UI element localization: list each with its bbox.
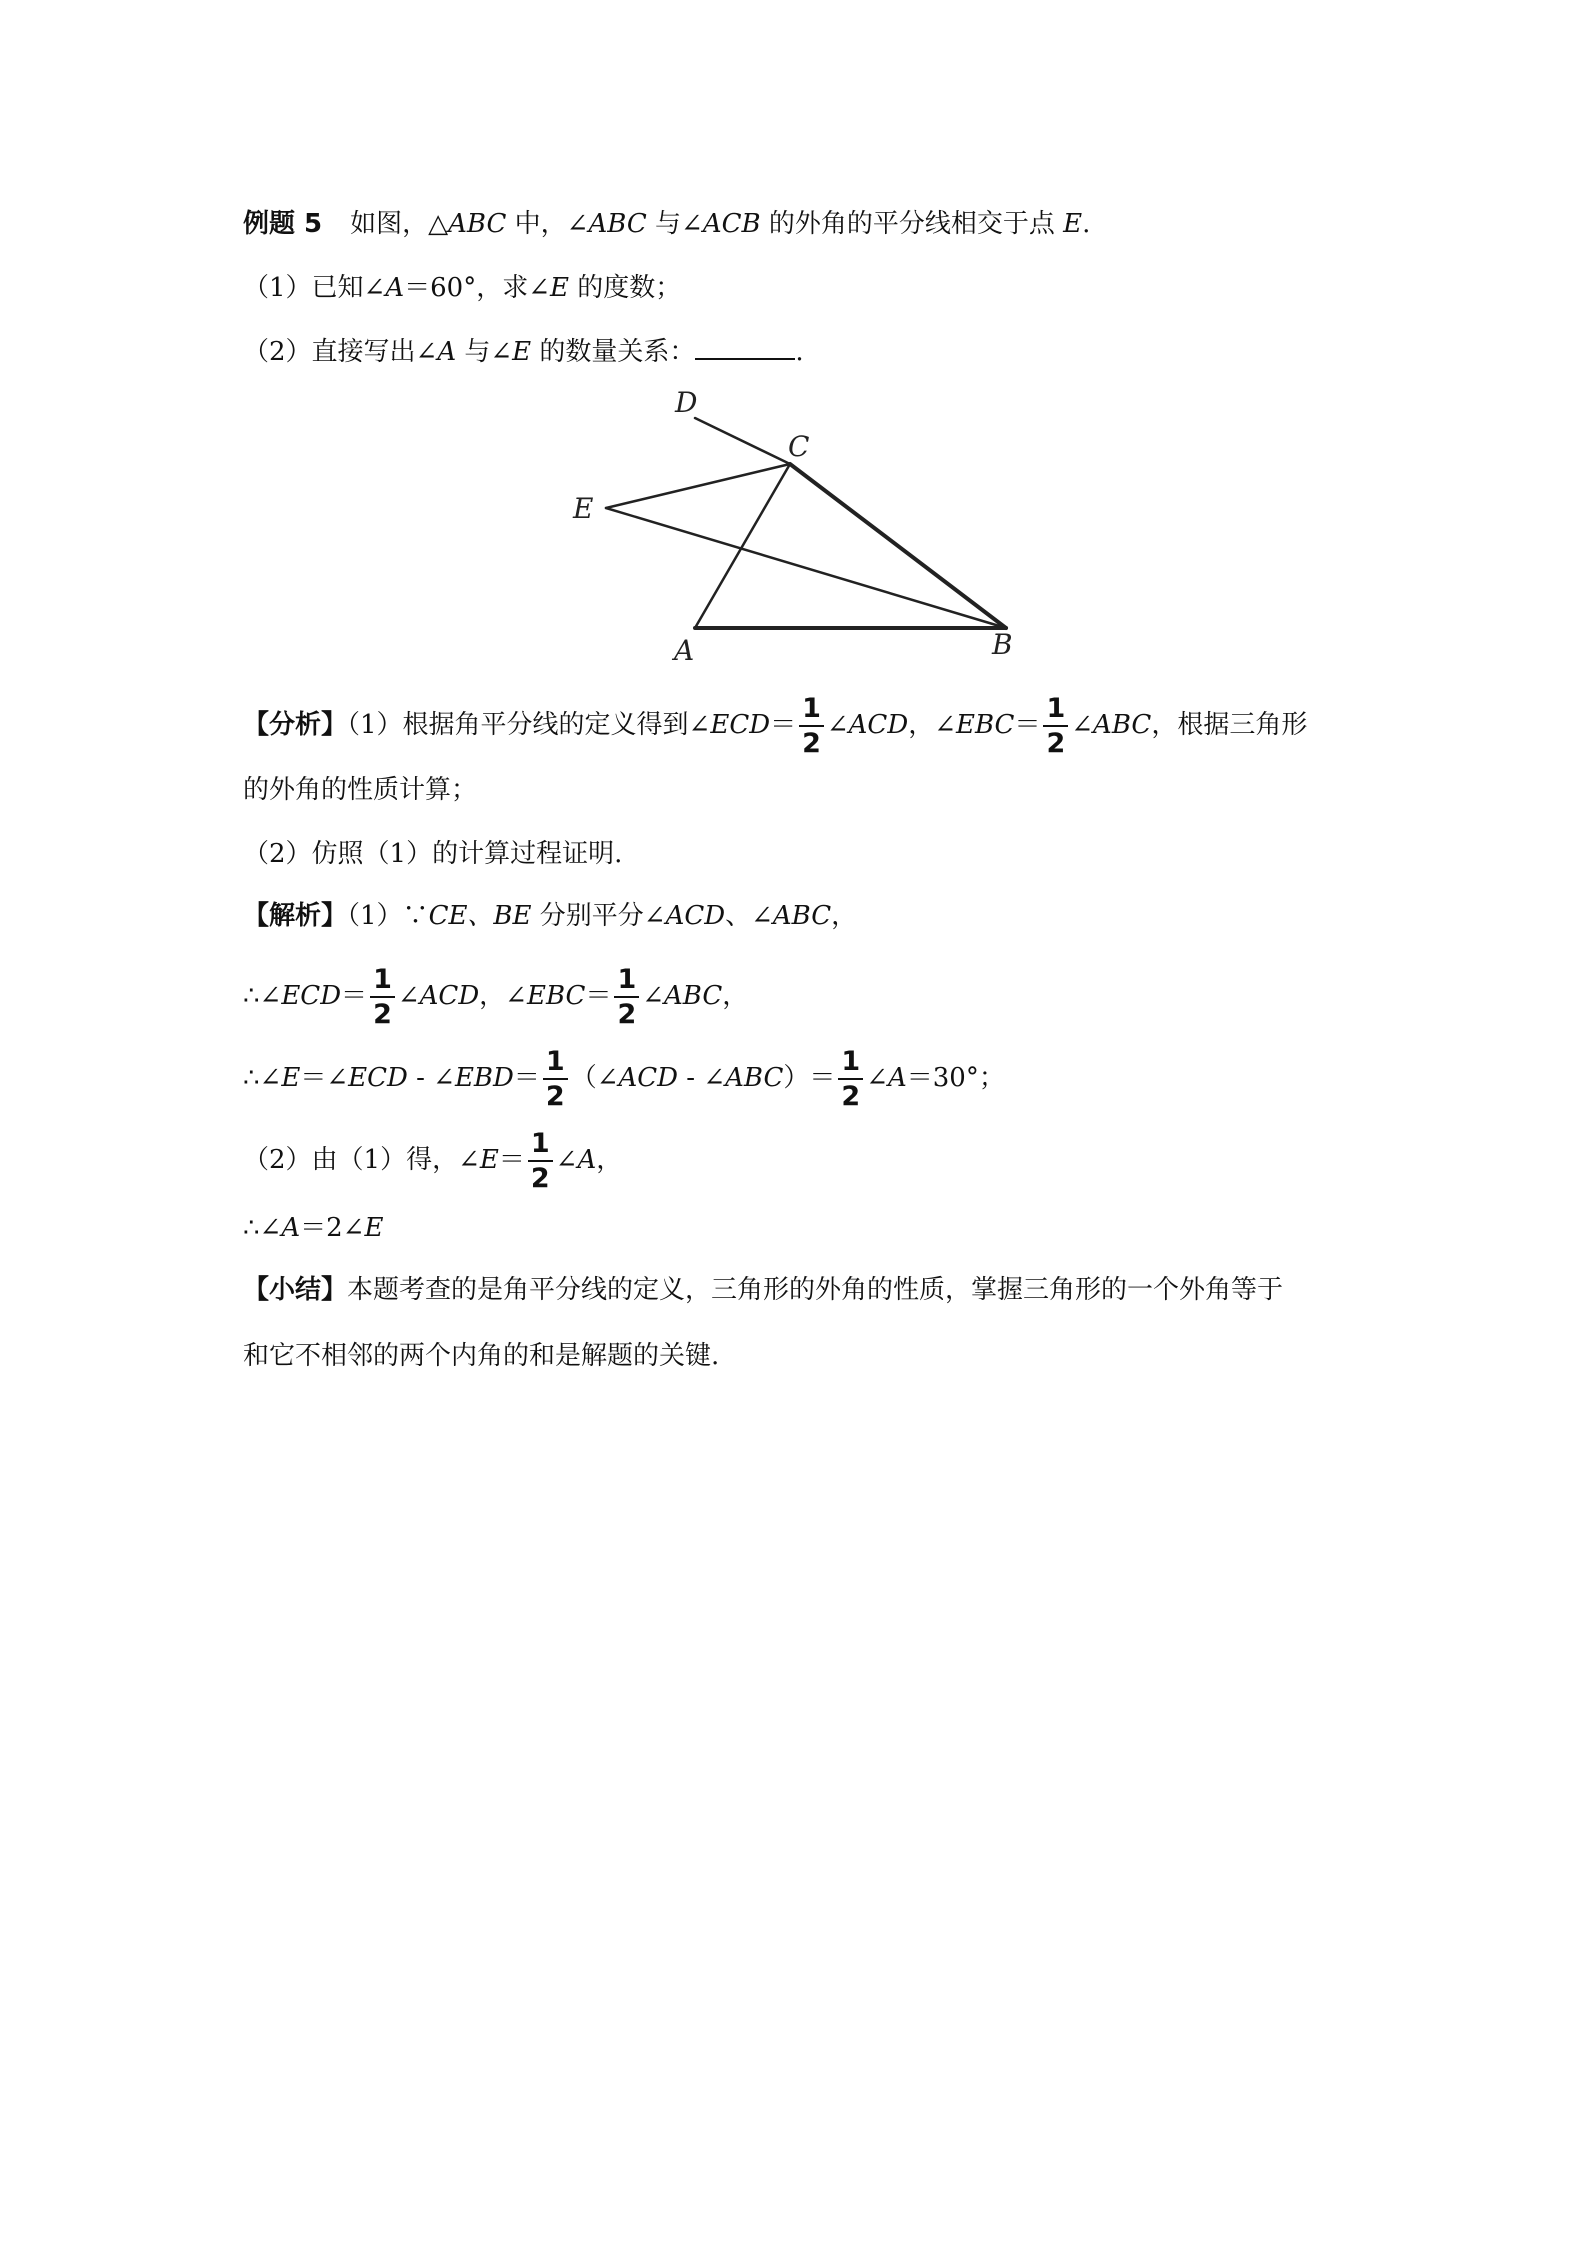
fraction-numerator: 1: [543, 1048, 568, 1080]
statement-abc: ABC: [448, 209, 507, 239]
s2-f: EBC: [526, 981, 586, 1011]
s2-b: ECD: [281, 981, 342, 1011]
s1-g: ，: [831, 901, 858, 931]
s1-a: （1）∵: [347, 901, 429, 931]
fraction-numerator: 1: [838, 1048, 863, 1080]
fraction-denominator: 2: [530, 1163, 550, 1194]
q2-prefix: （2）直接写出∠: [243, 337, 438, 367]
solution-line-5: [243, 1208, 383, 1248]
summary-text-1: 本题考查的是角平分线的定义，三角形的外角的性质，掌握三角形的一个外角等于: [347, 1275, 1284, 1305]
analysis-eq: ＝: [770, 710, 797, 740]
s5-a: ∴∠: [243, 1213, 282, 1243]
q2-e: E: [512, 337, 532, 367]
s4-c: ＝: [498, 1145, 525, 1175]
fraction-denominator: 2: [1046, 728, 1066, 759]
s3-h: （∠: [570, 1063, 619, 1093]
fraction-denominator: 2: [373, 999, 392, 1030]
s3-k: ABC: [725, 1063, 784, 1093]
summary-line-1: [243, 1270, 1283, 1310]
q2-a: A: [437, 337, 457, 367]
s2-d: ∠ACD: [397, 981, 480, 1011]
segment-ec: [606, 464, 790, 508]
statement-acb: ACB: [702, 209, 761, 239]
question-2: [243, 332, 804, 372]
triangle-figure: [560, 380, 1040, 670]
analysis-eq2: ＝: [1014, 710, 1041, 740]
fraction-denominator: 2: [841, 1081, 861, 1112]
problem-statement: [243, 204, 1090, 244]
fraction-numerator: 1: [799, 695, 824, 727]
q1-mid: ＝60°，求∠: [404, 273, 550, 303]
s3-o: ＝30°；: [906, 1063, 1005, 1093]
analysis-line-3: （2）仿照（1）的计算过程证明.: [243, 839, 623, 869]
solution-line-4: [243, 1130, 622, 1192]
question-1: [243, 268, 681, 308]
fraction-denominator: 2: [545, 1081, 565, 1112]
s3-i: ACD: [618, 1063, 678, 1093]
s3-l: ）＝: [783, 1063, 836, 1093]
segment-eb: [606, 508, 1006, 628]
fraction-numerator: 1: [370, 966, 395, 998]
analysis-acd: ∠ACD: [826, 710, 909, 740]
s1-d: ACD: [665, 901, 726, 931]
fraction-half: [1043, 695, 1068, 757]
s3-e: - ∠: [407, 1063, 455, 1093]
q1-a: A: [385, 273, 405, 303]
s2-e: ，∠: [479, 981, 527, 1011]
s2-g: ＝: [585, 981, 612, 1011]
statement-abc2: ABC: [588, 209, 647, 239]
s2-i: ，: [722, 981, 749, 1011]
problem-label: 例题 5: [243, 209, 323, 239]
label-b: B: [992, 628, 1013, 661]
s1-e: 、∠: [725, 901, 773, 931]
analysis-text-a: （1）根据角平分线的定义得到∠: [347, 710, 711, 740]
summary-tag: 【小结】: [243, 1275, 348, 1305]
fraction-numerator: 1: [1043, 695, 1068, 727]
s3-f: EBD: [454, 1063, 514, 1093]
s3-g: ＝: [513, 1063, 540, 1093]
statement-mid3: 的外角的平分线相交于点: [760, 209, 1064, 239]
s2-h: ∠ABC: [642, 981, 723, 1011]
s3-c: ＝∠: [300, 1063, 349, 1093]
fraction-numerator: 1: [614, 966, 639, 998]
solution-line-1: [243, 896, 857, 936]
statement-pre: 如图，△: [350, 209, 449, 239]
fraction-denominator: 2: [802, 728, 821, 759]
q1-e: E: [549, 273, 569, 303]
label-d: D: [675, 386, 698, 419]
s5-b: A: [281, 1213, 301, 1243]
analysis-sep: ，∠: [908, 710, 956, 740]
s3-j: - ∠: [678, 1063, 726, 1093]
fraction-half: [528, 1130, 553, 1192]
analysis-line-1: [243, 695, 1307, 757]
s1-b: CE、BE: [428, 901, 532, 931]
fraction-denominator: 2: [617, 999, 637, 1030]
analysis-line-2: 的外角的性质计算；: [243, 775, 478, 805]
fraction-numerator: 1: [528, 1130, 553, 1162]
s4-d: ∠: [555, 1145, 578, 1175]
q2-end2: .: [795, 337, 804, 367]
s1-f: ABC: [772, 901, 832, 931]
label-e: E: [573, 492, 594, 525]
solution-line-3: [243, 1048, 1005, 1110]
statement-mid2: 与∠: [646, 209, 703, 239]
answer-blank: [695, 334, 795, 360]
fraction-half: [799, 695, 824, 757]
s3-n: A: [887, 1063, 907, 1093]
s4-e: A: [577, 1145, 597, 1175]
fraction-half: [838, 1048, 863, 1110]
statement-end: .: [1082, 209, 1091, 239]
q2-end: 的数量关系：: [531, 337, 696, 367]
fraction-half: [370, 966, 395, 1028]
s3-a: ∴∠: [243, 1063, 282, 1093]
analysis-ecd: ECD: [710, 710, 771, 740]
q1-end: 的度数；: [568, 273, 682, 303]
s4-b: E: [479, 1145, 499, 1175]
analysis-abc: ∠ABC: [1071, 710, 1152, 740]
s2-a: ∴∠: [243, 981, 282, 1011]
segment-ca: [695, 464, 790, 628]
s1-c: 分别平分∠: [531, 901, 666, 931]
s2-c: ＝: [341, 981, 368, 1011]
s5-c: ＝2∠: [300, 1213, 365, 1243]
analysis-ebc: EBC: [955, 710, 1015, 740]
s5-d: E: [364, 1213, 384, 1243]
label-a: A: [674, 634, 695, 667]
analysis-end: ，根据三角形: [1151, 710, 1308, 740]
s3-d: ECD: [348, 1063, 408, 1093]
fraction-half: [543, 1048, 568, 1110]
q2-mid: 与∠: [456, 337, 513, 367]
s3-m: ∠: [866, 1063, 888, 1093]
segment-cb: [790, 464, 1006, 628]
s4-f: ，: [596, 1145, 623, 1175]
segment-dc: [695, 418, 790, 464]
solution-tag: 【解析】: [243, 901, 348, 931]
s3-b: E: [281, 1063, 301, 1093]
statement-mid1: 中，∠: [506, 209, 589, 239]
fraction-half: [614, 966, 639, 1028]
label-c: C: [788, 430, 810, 463]
solution-line-2: [243, 966, 748, 1028]
analysis-tag: 【分析】: [243, 710, 348, 740]
summary-line-2: 和它不相邻的两个内角的和是解题的关键.: [243, 1341, 720, 1371]
q1-prefix: （1）已知∠: [243, 273, 386, 303]
s4-a: （2）由（1）得，∠: [243, 1145, 480, 1175]
statement-e: E: [1063, 209, 1083, 239]
